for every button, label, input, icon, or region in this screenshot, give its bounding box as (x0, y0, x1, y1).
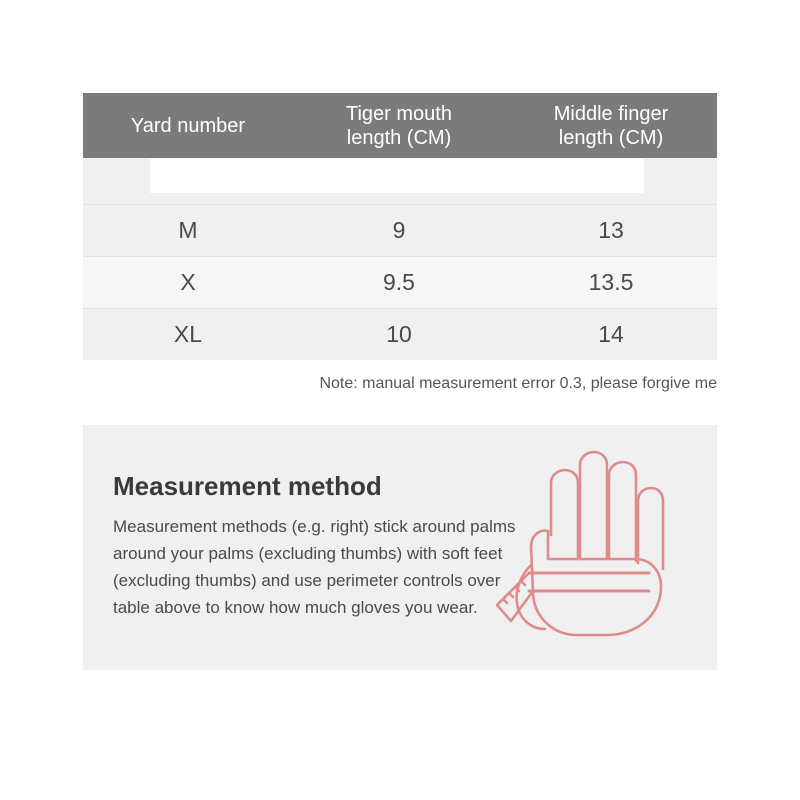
column-header-middle-finger-line2: length (CM) (558, 126, 664, 149)
cell-middle-finger: 13.5 (588, 269, 634, 295)
cell-middle-finger: 13 (598, 217, 624, 243)
column-header-tiger-mouth-length (293, 102, 505, 150)
cell-tiger-mouth: 9.5 (383, 269, 415, 295)
table-row (83, 308, 717, 360)
measurement-note: Note: manual measurement error 0.3, please forgive me (319, 375, 717, 392)
cell-size: XL (173, 321, 203, 347)
table-header-row (83, 93, 717, 158)
cell-tiger-mouth: 10 (386, 321, 412, 347)
column-header-yard-number-line1: Yard number (130, 114, 246, 137)
hand-illustration-icon (485, 439, 705, 659)
measurement-method-title: Measurement method (113, 471, 382, 501)
measurement-method-panel (83, 425, 717, 670)
cell-tiger-mouth: 9 (392, 217, 406, 243)
column-header-middle-finger-length (505, 102, 717, 150)
column-header-tiger-mouth-line2: length (CM) (346, 126, 452, 149)
size-table (83, 93, 717, 392)
cell-middle-finger: 14 (598, 321, 624, 347)
column-header-middle-finger-line1: Middle finger (553, 102, 669, 125)
table-blank-row (83, 158, 717, 204)
cell-size: M (178, 217, 198, 243)
measurement-method-body: Measurement methods (e.g. right) stick around palms around your palms (excluding thumbs) with soft feet (excluding thumbs) and use perimeter controls over table above to know how much gloves you wear. (113, 517, 516, 617)
cell-size: X (180, 269, 196, 295)
table-row (83, 204, 717, 256)
table-row (83, 256, 717, 308)
table-blank-strip (150, 159, 644, 193)
column-header-tiger-mouth-line1: Tiger mouth (346, 102, 452, 125)
column-header-yard-number (83, 114, 293, 138)
